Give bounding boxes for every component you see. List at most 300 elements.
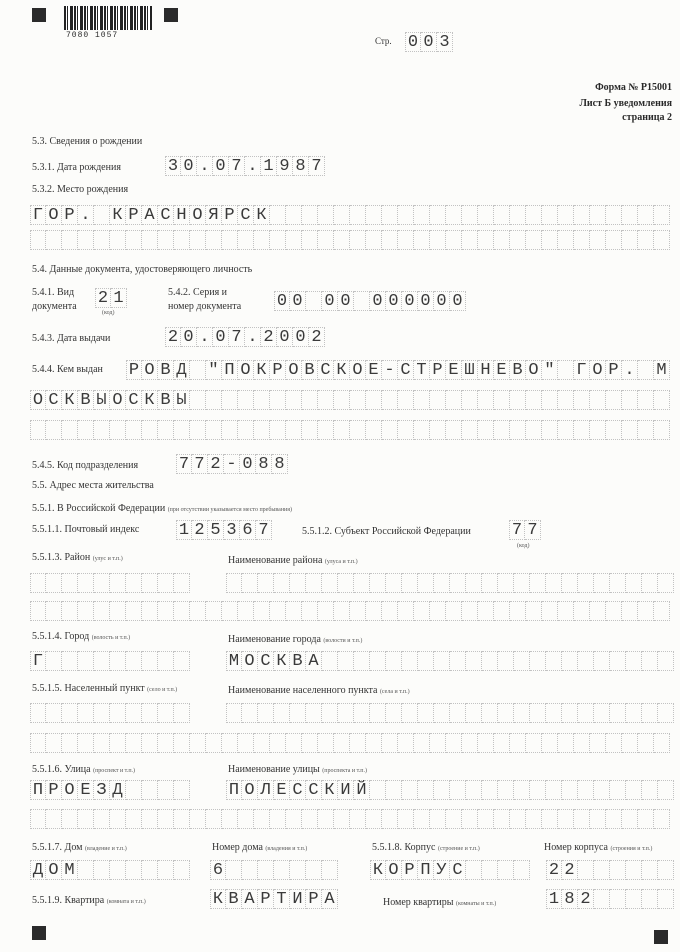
char-cell [110, 809, 126, 829]
char-cell: Е [366, 360, 382, 380]
doc-type-code-note: (код) [102, 310, 115, 316]
char-cell [654, 205, 670, 225]
char-cell: 0 [322, 291, 338, 311]
settlement-label-note: (село и т.п.) [147, 687, 178, 693]
char-cell: 0 [181, 327, 197, 347]
char-cell [430, 601, 446, 621]
char-cell [226, 573, 242, 593]
char-cell: . [78, 205, 94, 225]
corpus-label-note: (строение и т.п.) [437, 846, 480, 852]
char-cell [126, 809, 142, 829]
char-cell: В [158, 360, 174, 380]
char-cell [562, 651, 578, 671]
char-cell [510, 601, 526, 621]
char-cell [546, 780, 562, 800]
char-cell [430, 390, 446, 410]
char-cell [254, 733, 270, 753]
char-cell [290, 573, 306, 593]
char-cell: Е [78, 780, 94, 800]
char-cell [574, 420, 590, 440]
char-cell [350, 205, 366, 225]
char-cell: О [30, 390, 46, 410]
char-cell [46, 420, 62, 440]
char-cell [126, 651, 142, 671]
char-cell [654, 390, 670, 410]
char-cell [270, 809, 286, 829]
char-cell [494, 809, 510, 829]
char-cell [462, 230, 478, 250]
char-cell: Я [206, 205, 222, 225]
char-cell [366, 390, 382, 410]
page-label: Стр. [375, 36, 392, 46]
char-cell [594, 860, 610, 880]
char-cell [462, 601, 478, 621]
char-cell [30, 573, 46, 593]
char-cell [270, 390, 286, 410]
street-label-text: 5.5.1.6. Улица [32, 764, 91, 775]
char-cell: 5 [208, 520, 224, 540]
char-cell [334, 601, 350, 621]
char-cell [658, 703, 674, 723]
char-cell [174, 230, 190, 250]
char-cell [530, 573, 546, 593]
char-cell: 6 [210, 860, 226, 880]
char-cell [190, 601, 206, 621]
char-cell [402, 573, 418, 593]
char-cell [558, 601, 574, 621]
char-cell [238, 733, 254, 753]
char-cell: М [654, 360, 670, 380]
doc-issuer-cells-row1 [126, 360, 670, 380]
char-cell [498, 860, 514, 880]
char-cell [494, 230, 510, 250]
doc-series-label-2: номер документа [168, 301, 242, 312]
house-type-cells [30, 860, 190, 880]
char-cell [526, 205, 542, 225]
char-cell [306, 291, 322, 311]
char-cell [626, 703, 642, 723]
char-cell: О [590, 360, 606, 380]
subject-cells [509, 520, 541, 540]
char-cell [382, 809, 398, 829]
char-cell [382, 205, 398, 225]
char-cell [46, 809, 62, 829]
char-cell [626, 860, 642, 880]
char-cell [462, 809, 478, 829]
char-cell [466, 573, 482, 593]
char-cell: . [197, 327, 213, 347]
char-cell: Д [174, 360, 190, 380]
char-cell: В [226, 889, 242, 909]
char-cell [574, 809, 590, 829]
street-name-cells-row1 [226, 780, 674, 800]
char-cell [450, 651, 466, 671]
char-cell [450, 573, 466, 593]
char-cell [642, 651, 658, 671]
char-cell [430, 230, 446, 250]
char-cell: К [334, 360, 350, 380]
char-cell [78, 230, 94, 250]
char-cell [478, 390, 494, 410]
char-cell: Е [494, 360, 510, 380]
char-cell: К [210, 889, 226, 909]
char-cell [514, 860, 530, 880]
char-cell [274, 860, 290, 880]
char-cell [578, 860, 594, 880]
char-cell [258, 703, 274, 723]
char-cell [462, 733, 478, 753]
char-cell [542, 390, 558, 410]
district-label-text: 5.5.1.3. Район [32, 552, 91, 563]
char-cell [542, 809, 558, 829]
char-cell [642, 703, 658, 723]
char-cell: - [382, 360, 398, 380]
char-cell [110, 703, 126, 723]
char-cell [482, 780, 498, 800]
settlement-name-cells-row1 [226, 703, 674, 723]
char-cell [238, 809, 254, 829]
char-cell [226, 703, 242, 723]
settlement-label [32, 683, 177, 694]
char-cell [494, 390, 510, 410]
city-name-cells [226, 651, 674, 671]
char-cell [94, 703, 110, 723]
barcode-number: 7080 1057 [66, 31, 119, 40]
char-cell [610, 860, 626, 880]
char-cell: 2 [261, 327, 277, 347]
char-cell [30, 809, 46, 829]
char-cell: Р [430, 360, 446, 380]
char-cell [610, 651, 626, 671]
char-cell: К [274, 651, 290, 671]
char-cell: Л [258, 780, 274, 800]
char-cell [658, 860, 674, 880]
char-cell [638, 809, 654, 829]
char-cell [658, 780, 674, 800]
char-cell [46, 601, 62, 621]
char-cell: 3 [437, 32, 453, 52]
char-cell: Д [110, 780, 126, 800]
corpus-num-label [544, 842, 652, 853]
char-cell [546, 651, 562, 671]
char-cell [322, 573, 338, 593]
char-cell [398, 733, 414, 753]
char-cell [430, 809, 446, 829]
char-cell [222, 230, 238, 250]
char-cell [270, 733, 286, 753]
char-cell: О [526, 360, 542, 380]
char-cell [510, 733, 526, 753]
char-cell [30, 601, 46, 621]
char-cell [382, 420, 398, 440]
char-cell [482, 651, 498, 671]
char-cell [398, 420, 414, 440]
char-cell [574, 733, 590, 753]
address-rf-label-text: 5.5.1. В Российской Федерации [32, 503, 166, 514]
char-cell [334, 733, 350, 753]
char-cell [94, 860, 110, 880]
char-cell [158, 703, 174, 723]
char-cell [274, 573, 290, 593]
char-cell: А [242, 889, 258, 909]
char-cell: " [206, 360, 222, 380]
char-cell [206, 230, 222, 250]
char-cell: 2 [546, 860, 562, 880]
char-cell [302, 205, 318, 225]
char-cell [366, 601, 382, 621]
char-cell [366, 230, 382, 250]
settlement-name-label [228, 685, 410, 696]
char-cell [402, 780, 418, 800]
char-cell: С [306, 780, 322, 800]
char-cell [222, 733, 238, 753]
char-cell [466, 860, 482, 880]
char-cell: 1 [261, 156, 277, 176]
char-cell [430, 420, 446, 440]
registration-mark-top-middle [164, 8, 178, 22]
char-cell [398, 809, 414, 829]
char-cell [366, 205, 382, 225]
char-cell [174, 780, 190, 800]
char-cell [462, 390, 478, 410]
char-cell [126, 420, 142, 440]
birth-place-cells-row2 [30, 230, 670, 250]
char-cell [430, 733, 446, 753]
char-cell [62, 809, 78, 829]
char-cell [638, 733, 654, 753]
char-cell: К [142, 390, 158, 410]
birth-date-label: 5.3.1. Дата рождения [32, 162, 121, 173]
char-cell [158, 733, 174, 753]
char-cell [558, 809, 574, 829]
char-cell [78, 601, 94, 621]
char-cell [334, 809, 350, 829]
char-cell [494, 420, 510, 440]
char-cell [478, 601, 494, 621]
char-cell: О [242, 780, 258, 800]
char-cell: 7 [192, 454, 208, 474]
street-name-label-note: (проспекта и т.п.) [322, 768, 367, 774]
char-cell: О [46, 205, 62, 225]
char-cell: О [286, 360, 302, 380]
char-cell [226, 860, 242, 880]
flat-num-cells [546, 889, 674, 909]
char-cell: О [46, 860, 62, 880]
char-cell [302, 733, 318, 753]
char-cell [338, 703, 354, 723]
char-cell [514, 573, 530, 593]
char-cell [158, 860, 174, 880]
char-cell [290, 703, 306, 723]
char-cell [126, 230, 142, 250]
char-cell: 2 [95, 288, 111, 308]
char-cell [622, 390, 638, 410]
char-cell [418, 573, 434, 593]
char-cell [94, 651, 110, 671]
street-name-label-text: Наименование улицы [228, 764, 320, 775]
char-cell [142, 733, 158, 753]
doc-issuer-label: 5.4.4. Кем выдан [32, 364, 103, 375]
char-cell [350, 420, 366, 440]
street-type-cells [30, 780, 190, 800]
char-cell: 8 [272, 454, 288, 474]
char-cell [446, 733, 462, 753]
char-cell [78, 651, 94, 671]
doc-section-title: 5.4. Данные документа, удостоверяющего личность [32, 264, 253, 275]
char-cell: 6 [240, 520, 256, 540]
char-cell [642, 889, 658, 909]
char-cell: 2 [578, 889, 594, 909]
char-cell [142, 780, 158, 800]
char-cell [46, 651, 62, 671]
char-cell [254, 420, 270, 440]
char-cell [594, 651, 610, 671]
city-label-note: (волость и т.п.) [91, 635, 131, 641]
char-cell [654, 420, 670, 440]
char-cell: . [622, 360, 638, 380]
char-cell [642, 860, 658, 880]
char-cell [450, 780, 466, 800]
char-cell: О [238, 360, 254, 380]
char-cell [594, 703, 610, 723]
char-cell [30, 733, 46, 753]
char-cell [414, 230, 430, 250]
char-cell: Т [414, 360, 430, 380]
char-cell [78, 420, 94, 440]
street-label [32, 764, 135, 775]
char-cell [530, 703, 546, 723]
char-cell [158, 780, 174, 800]
char-cell [622, 733, 638, 753]
char-cell: 0 [293, 327, 309, 347]
char-cell [450, 703, 466, 723]
char-cell [626, 573, 642, 593]
char-cell: 0 [213, 156, 229, 176]
char-cell [510, 390, 526, 410]
doc-issuer-cells-row3 [30, 420, 670, 440]
char-cell: П [222, 360, 238, 380]
char-cell [254, 390, 270, 410]
char-cell [158, 420, 174, 440]
doc-series-cells [274, 291, 466, 311]
char-cell [110, 230, 126, 250]
char-cell [386, 780, 402, 800]
char-cell [526, 390, 542, 410]
char-cell [94, 420, 110, 440]
district-name-cells-row1 [226, 573, 674, 593]
char-cell [658, 573, 674, 593]
char-cell: 3 [224, 520, 240, 540]
district-label-note: (улус и т.п.) [92, 556, 123, 562]
char-cell [126, 733, 142, 753]
char-cell [302, 809, 318, 829]
street-label-note: (проспект и т.п.) [93, 768, 136, 774]
char-cell [478, 230, 494, 250]
district-label [32, 552, 123, 563]
char-cell [302, 230, 318, 250]
char-cell [286, 390, 302, 410]
corpus-type-cells [370, 860, 530, 880]
char-cell [658, 651, 674, 671]
char-cell [590, 420, 606, 440]
char-cell: К [370, 860, 386, 880]
char-cell: К [62, 390, 78, 410]
char-cell: С [258, 651, 274, 671]
char-cell [318, 733, 334, 753]
char-cell: Р [46, 780, 62, 800]
char-cell: 0 [405, 32, 421, 52]
char-cell [638, 360, 654, 380]
char-cell: С [46, 390, 62, 410]
char-cell [258, 860, 274, 880]
char-cell [446, 809, 462, 829]
char-cell [638, 601, 654, 621]
char-cell: 1 [546, 889, 562, 909]
char-cell [142, 420, 158, 440]
char-cell [318, 809, 334, 829]
char-cell: 7 [176, 454, 192, 474]
char-cell [562, 703, 578, 723]
char-cell [434, 651, 450, 671]
char-cell [370, 573, 386, 593]
char-cell: 7 [509, 520, 525, 540]
char-cell [654, 601, 670, 621]
char-cell [414, 809, 430, 829]
char-cell [142, 651, 158, 671]
char-cell: Р [126, 360, 142, 380]
char-cell [558, 420, 574, 440]
char-cell [510, 205, 526, 225]
char-cell [526, 420, 542, 440]
char-cell [590, 230, 606, 250]
char-cell: С [238, 205, 254, 225]
flat-label-text: 5.5.1.9. Квартира [32, 895, 105, 906]
char-cell [306, 860, 322, 880]
char-cell: 0 [386, 291, 402, 311]
char-cell [286, 733, 302, 753]
char-cell: О [242, 651, 258, 671]
char-cell: К [254, 360, 270, 380]
char-cell: В [302, 360, 318, 380]
char-cell [238, 390, 254, 410]
char-cell [366, 420, 382, 440]
char-cell [402, 703, 418, 723]
char-cell [222, 601, 238, 621]
char-cell [462, 205, 478, 225]
char-cell: А [322, 889, 338, 909]
char-cell: 2 [562, 860, 578, 880]
char-cell [382, 230, 398, 250]
char-cell [174, 733, 190, 753]
char-cell: В [290, 651, 306, 671]
char-cell [30, 420, 46, 440]
char-cell [578, 703, 594, 723]
char-cell: З [94, 780, 110, 800]
char-cell: Р [258, 889, 274, 909]
doc-unit-code-label: 5.4.5. Код подразделения [32, 460, 139, 471]
char-cell [158, 601, 174, 621]
char-cell [126, 573, 142, 593]
corpus-num-cells [546, 860, 674, 880]
char-cell [94, 205, 110, 225]
char-cell: Ы [174, 390, 190, 410]
char-cell: 0 [421, 32, 437, 52]
char-cell [398, 230, 414, 250]
char-cell: К [254, 205, 270, 225]
char-cell [350, 809, 366, 829]
char-cell [558, 733, 574, 753]
char-cell [418, 651, 434, 671]
